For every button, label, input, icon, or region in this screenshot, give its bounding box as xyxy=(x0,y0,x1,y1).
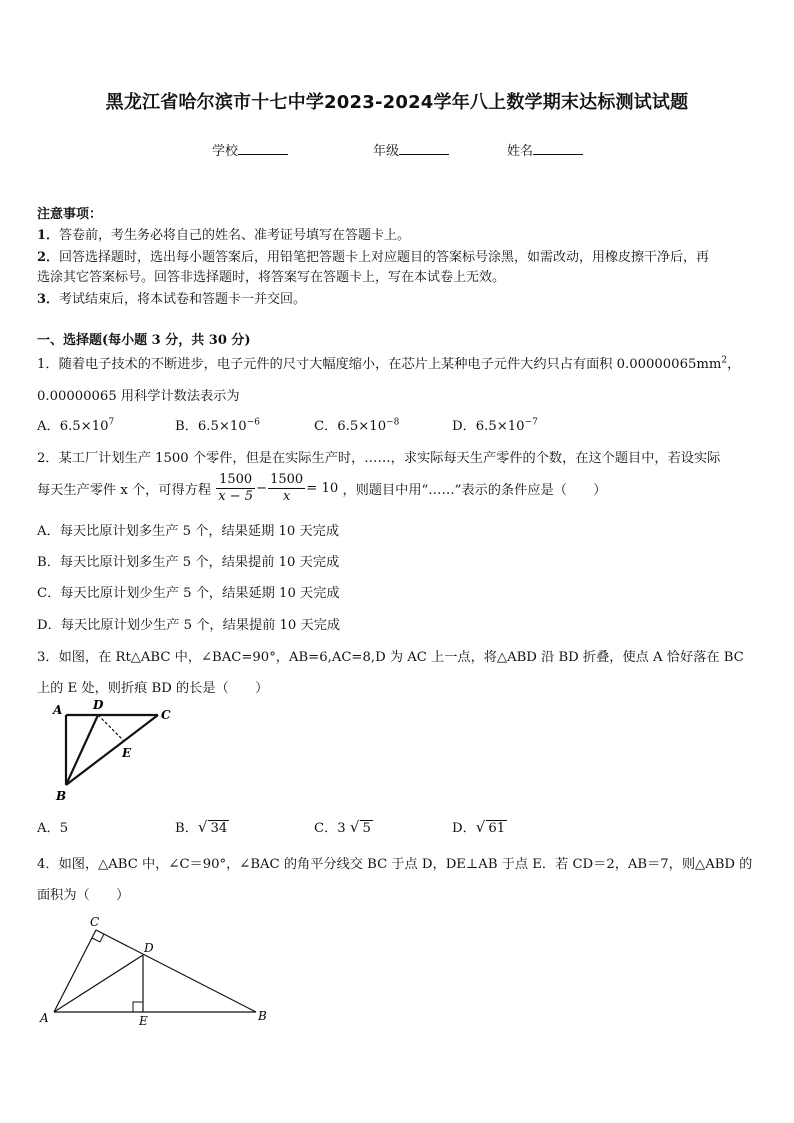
q2-option-a: A．每天比原计划多生产 5 个，结果延期 10 天完成 xyxy=(37,524,340,539)
q1-line1: 1．随着电子技术的不断进步，电子元件的尺寸大幅度缩小，在芯片上某种电子元件大约只占有面积 $0.00000065mm^2$， xyxy=(37,355,741,372)
q1-option-a: A．$6.5\times 10^7$ xyxy=(37,417,115,434)
q2-option-d: D．每天比原计划少生产 5 个，结果提前 10 天完成 xyxy=(37,618,341,633)
notice-heading: 注意事项： xyxy=(37,207,103,222)
notice-item-2: 2．回答选择题时，选出每小题答案后，用铅笔把答题卡上对应题目的答案标号涂黑，如需改动，用橡皮擦干净后，再 xyxy=(37,250,710,265)
grade-label: 年级 xyxy=(373,144,400,159)
grade-blank xyxy=(399,142,449,155)
q3-figure xyxy=(40,697,190,807)
q1-option-c: C．$6.5\times 10^{-8}$ xyxy=(314,417,400,434)
section-heading: 一、选择题(每小题 3 分，共 30 分) xyxy=(37,333,251,348)
q1-option-b: B．$6.5\times 10^{-6}$ xyxy=(175,417,260,434)
name-label: 姓名 xyxy=(507,144,534,159)
q4-side-ac xyxy=(54,930,96,1012)
q3-side-bc xyxy=(66,715,158,785)
q1-option-d: D．$6.5\times 10^{-7}$ xyxy=(452,417,538,434)
q3-label-e: E xyxy=(122,746,132,760)
q4-right-angle-e xyxy=(133,1002,143,1012)
q2-line1: 2．某工厂计划生产 1500 个零件，但是在实际生产时，……，求实际每天生产零件的个数，在这个题目中，若设实际 xyxy=(37,451,721,466)
notice-item-3: 3．考试结束后，将本试卷和答题卡一并交回。 xyxy=(37,292,307,307)
q3-option-c: C．3 √ 5 xyxy=(314,818,371,836)
q3-label-d: D xyxy=(93,698,104,712)
q4-line1: 4．如图，△ABC 中，∠C＝90°，∠BAC 的角平分线交 BC 于点 D，DE⊥AB 于点 E．若 CD＝2，AB＝7，则△ABD 的 xyxy=(37,857,753,872)
page-title: 黑龙江省哈尔滨市十七中学2023-2024学年八上数学期末达标测试试题 xyxy=(105,92,689,113)
school-field xyxy=(212,140,288,159)
q4-figure xyxy=(36,910,276,1030)
q4-side-cb xyxy=(96,930,256,1012)
q3-dashed-de xyxy=(98,715,124,741)
q3-label-b: B xyxy=(56,789,67,803)
q4-line2: 面积为（ ） xyxy=(37,888,130,903)
q2-option-c: C．每天比原计划少生产 5 个，结果延期 10 天完成 xyxy=(37,586,340,601)
q3-line2: 上的 E 处，则折痕 BD 的长是（ ） xyxy=(37,681,269,696)
q4-label-e: E xyxy=(139,1014,148,1028)
q4-label-a: A xyxy=(40,1011,49,1025)
name-blank xyxy=(533,142,583,155)
q3-option-b: B．√ 34 xyxy=(175,818,228,836)
q3-fold-bd xyxy=(66,715,98,785)
grade-field xyxy=(373,140,449,159)
q3-label-a: A xyxy=(53,703,63,717)
q2-option-b: B．每天比原计划多生产 5 个，结果提前 10 天完成 xyxy=(37,555,340,570)
q2-fraction-1: $\frac{1500}{x - 5}$ xyxy=(218,472,254,504)
q3-option-a: A．5 xyxy=(37,821,69,836)
notice-item-2-cont: 选涂其它答案标号。回答非选择题时，将答案写在答题卡上，写在本试卷上无效。 xyxy=(37,270,506,285)
name-field xyxy=(507,140,583,159)
school-label: 学校 xyxy=(212,144,239,159)
q3-line1: 3．如图，在 Rt△ABC 中，∠BAC=90°，AB=6,AC=8,D 为 AC 上一点，将△ABD 沿 BD 折叠，使点 A 恰好落在 BC xyxy=(37,650,744,665)
q3-option-d: D．√ 61 xyxy=(452,818,506,836)
q4-label-c: C xyxy=(90,915,100,929)
q4-label-d: D xyxy=(144,941,154,955)
school-blank xyxy=(238,142,288,155)
q4-bisector-ad xyxy=(54,955,143,1012)
q1-line2: 0.00000065 用科学计数法表示为 xyxy=(37,389,240,404)
q4-label-b: B xyxy=(258,1009,267,1023)
q2-fraction-2: $\frac{1500}{x}$ xyxy=(270,472,304,504)
notice-item-1: 1．答卷前，考生务必将自己的姓名、准考证号填写在答题卡上。 xyxy=(37,228,411,243)
q2-line2: 每天生产零件 x 个，可得方程 $\frac{1500}{x - 5}$ − $\frac{1500}{x}$ = 10 ，则题目中用“……”表示的条件应是（ ） xyxy=(37,472,607,504)
q3-label-c: C xyxy=(161,708,171,722)
